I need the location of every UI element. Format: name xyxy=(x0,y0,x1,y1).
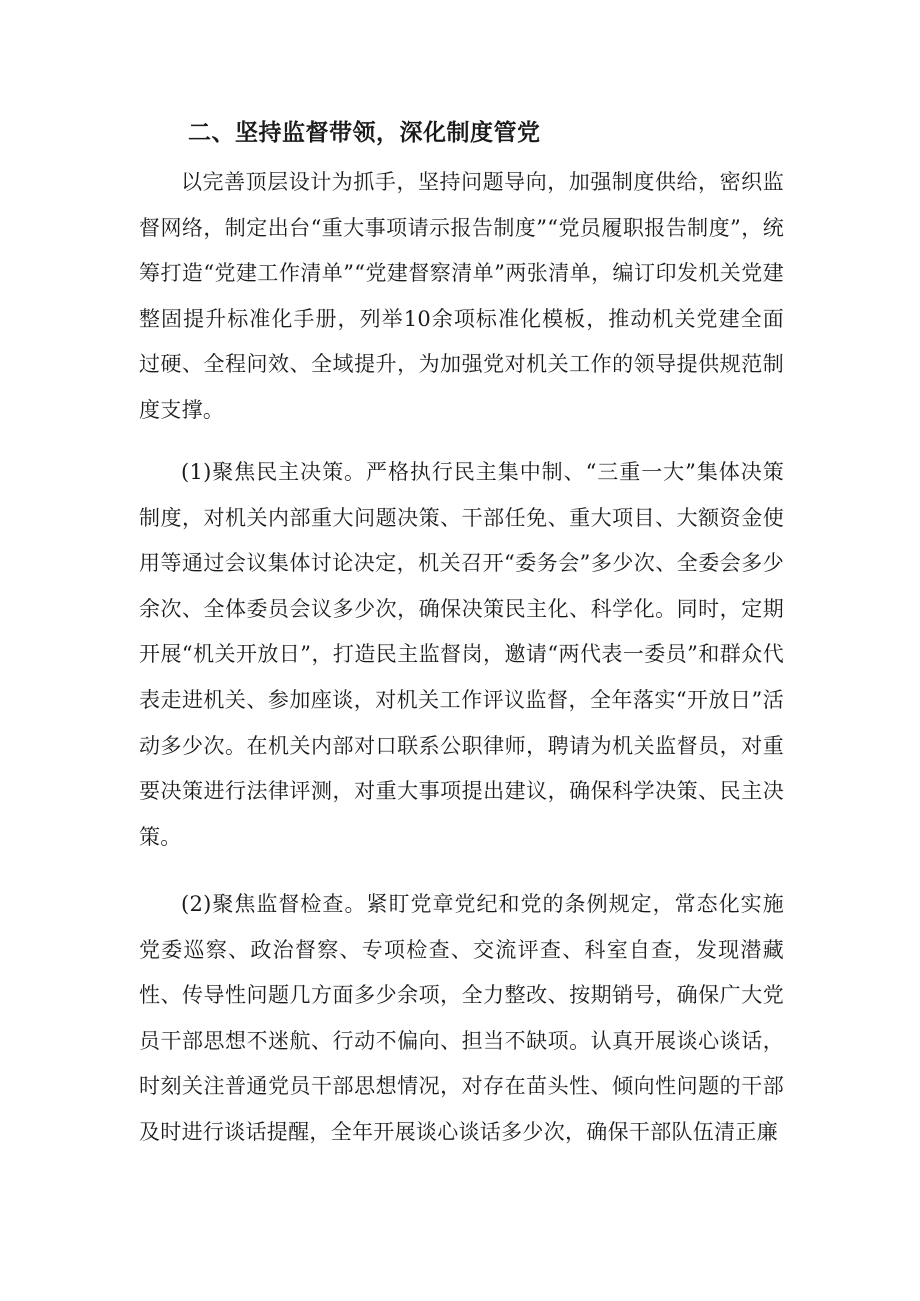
paragraph-supervision-inspection: (2)聚焦监督检查。紧盯党章党纪和党的条例规定，常态化实施党委巡察、政治督察、专项检查、交流评查、科室自查，发现潜藏性、传导性问题几方面多少余项，全力整改、按期销号，确保广大党员干部思想不迷航、行动不偏向、担当不缺项。认真开展谈心谈话，时刻关注普通党员干部思想情况，对存在苗头性、倾向性问题的干部及时进行谈话提醒，全年开展谈心谈话多少次，确保干部队伍清正廉 xyxy=(139,892,784,1144)
paragraph-institutional-design: 以完善顶层设计为抓手，坚持问题导向，加强制度供给，密织监督网络，制定出台“重大事项请示报告制度”“党员履职报告制度”，统筹打造“党建工作清单”“党建督察清单”两张清单，编订印发机关党建整固提升标准化手册，列举10余项标准化模板，推动机关党建全面过硬、全程问效、全域提升，为加强党对机关工作的领导提供规范制度支撑。 xyxy=(139,170,784,422)
section-heading: 二、坚持监督带领，深化制度管党 xyxy=(188,120,541,146)
paragraph-democratic-decision: (1)聚焦民主决策。严格执行民主集中制、“三重一大”集体决策制度，对机关内部重大问题决策、干部任免、重大项目、大额资金使用等通过会议集体讨论决定，机关召开“委务会”多少次、全委会多少余次、全体委员会议多少次，确保决策民主化、科学化。同时，定期开展“机关开放日”，打造民主监督岗，邀请“两代表一委员”和群众代表走进机关、参加座谈，对机关工作评议监督，全年落实“开放日”活动多少次。在机关内部对口联系公职律师，聘请为机关监督员，对重要决策进行法律评测，对重大事项提出建议，确保科学决策、民主决策。 xyxy=(139,460,784,849)
